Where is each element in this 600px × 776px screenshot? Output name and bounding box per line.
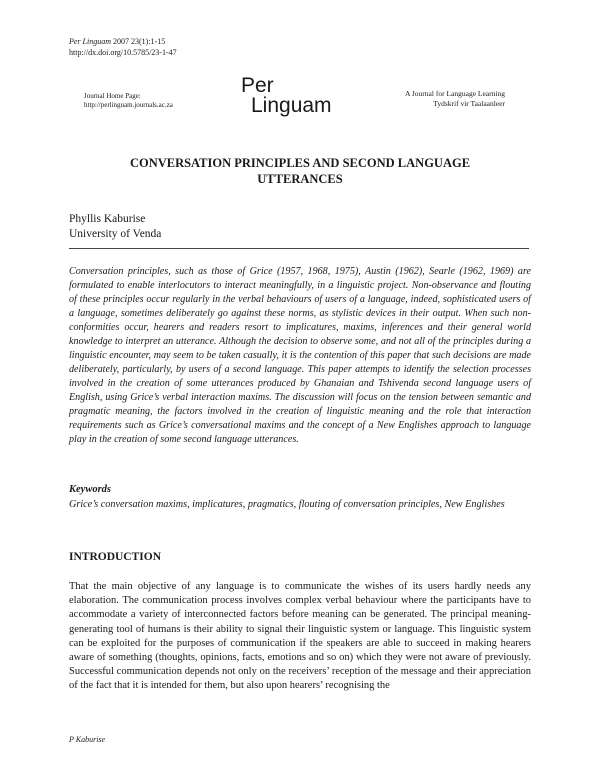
- journal-logo: [241, 76, 332, 116]
- author-block: [69, 212, 161, 242]
- citation-block: [69, 37, 177, 58]
- logo-line2: Linguam: [251, 94, 332, 117]
- logo-line1: Per: [241, 74, 274, 97]
- tagline-line1: A Journal for Language Learning: [405, 89, 505, 98]
- page-footer: P Kaburise: [69, 735, 106, 744]
- tagline-line2: Tydskrif vir Taalaanleer: [433, 98, 505, 108]
- keywords-text: Grice’s conversation maxims, implicatures, pragmatics, flouting of conversation principles, New Englishes: [69, 499, 505, 510]
- keywords-heading: Keywords: [69, 484, 111, 495]
- introduction-text: That the main objective of any language is to communicate the wishes of its users hardly needs any elaboration. The communication process involves complex verbal behaviour where the participants have to accommodate a variety of interconnected factors before meaning can be generated. The principal meaning-generating tool of humans is their ability to signal their linguistic system or language. This linguistic system can be exploited for the purposes of communication if the speakers are able to succeed in making hearers aware of something (thoughts, opinions, facts, emotions and so on) which they were not aware of previously. Successful communication depends not only on the receivers’ reception of the message and their appreciation of the fact that it is intended for them, but also upon hearers’ recognising the: [69, 581, 531, 692]
- citation-doi[interactable]: http://dx.doi.org/10.5785/23-1-47: [69, 47, 177, 57]
- journal-tagline: [405, 89, 505, 108]
- author-affiliation: University of Venda: [69, 228, 162, 240]
- journal-homepage: [84, 92, 173, 110]
- abstract-text: Conversation principles, such as those of Grice (1957, 1968, 1975), Austin (1962), Searle (1962, 1969) are formulated to enable interlocutors to interact meaningfully, in a linguistic project. Non-observance and flouting of these principles occur regularly in the verbal behaviours of users of a language, indeed, sophisticated users of a language, sometimes deliberately go against these norms, as stylistic devices in their output. When such non-conformities occur, hearers and readers resort to implicatures, maxims, inferences and their general world knowledge to interpret an utterance. Although the decision to observe some, and not all of the principles during a linguistic encounter, may seem to be taken casually, it is the contention of this paper that such decisions are made deliberately, particularly, by users of a second language. This paper attempts to identify the selection processes involved in the creation of some utterances produced by Ghanaian and Tshivenda second language users of English, using Grice’s verbal interaction maxims. The discussion will focus on the tension between semantic and pragmatic meaning, the factors involved in the creation of linguistic meaning and the role that interaction requirements such as Grice’s conversational maxims and the concept of a New Englishes approach to language play in the creation of some second language utterances.: [69, 266, 531, 445]
- divider-rule: [69, 248, 529, 249]
- introduction-heading: INTRODUCTION: [69, 551, 162, 563]
- citation-volume: 2007 23(1):1-15: [111, 37, 166, 46]
- author-name: Phyllis Kaburise: [69, 213, 146, 225]
- citation-journal: Per Linguam: [69, 37, 111, 46]
- homepage-url[interactable]: http://perlinguam.journals.ac.za: [84, 101, 173, 110]
- homepage-label: Journal Home Page:: [84, 92, 141, 100]
- paper-title: [60, 155, 540, 187]
- title-line1: CONVERSATION PRINCIPLES AND SECOND LANGUAGE: [129, 156, 471, 170]
- title-line2: UTTERANCES: [257, 172, 343, 186]
